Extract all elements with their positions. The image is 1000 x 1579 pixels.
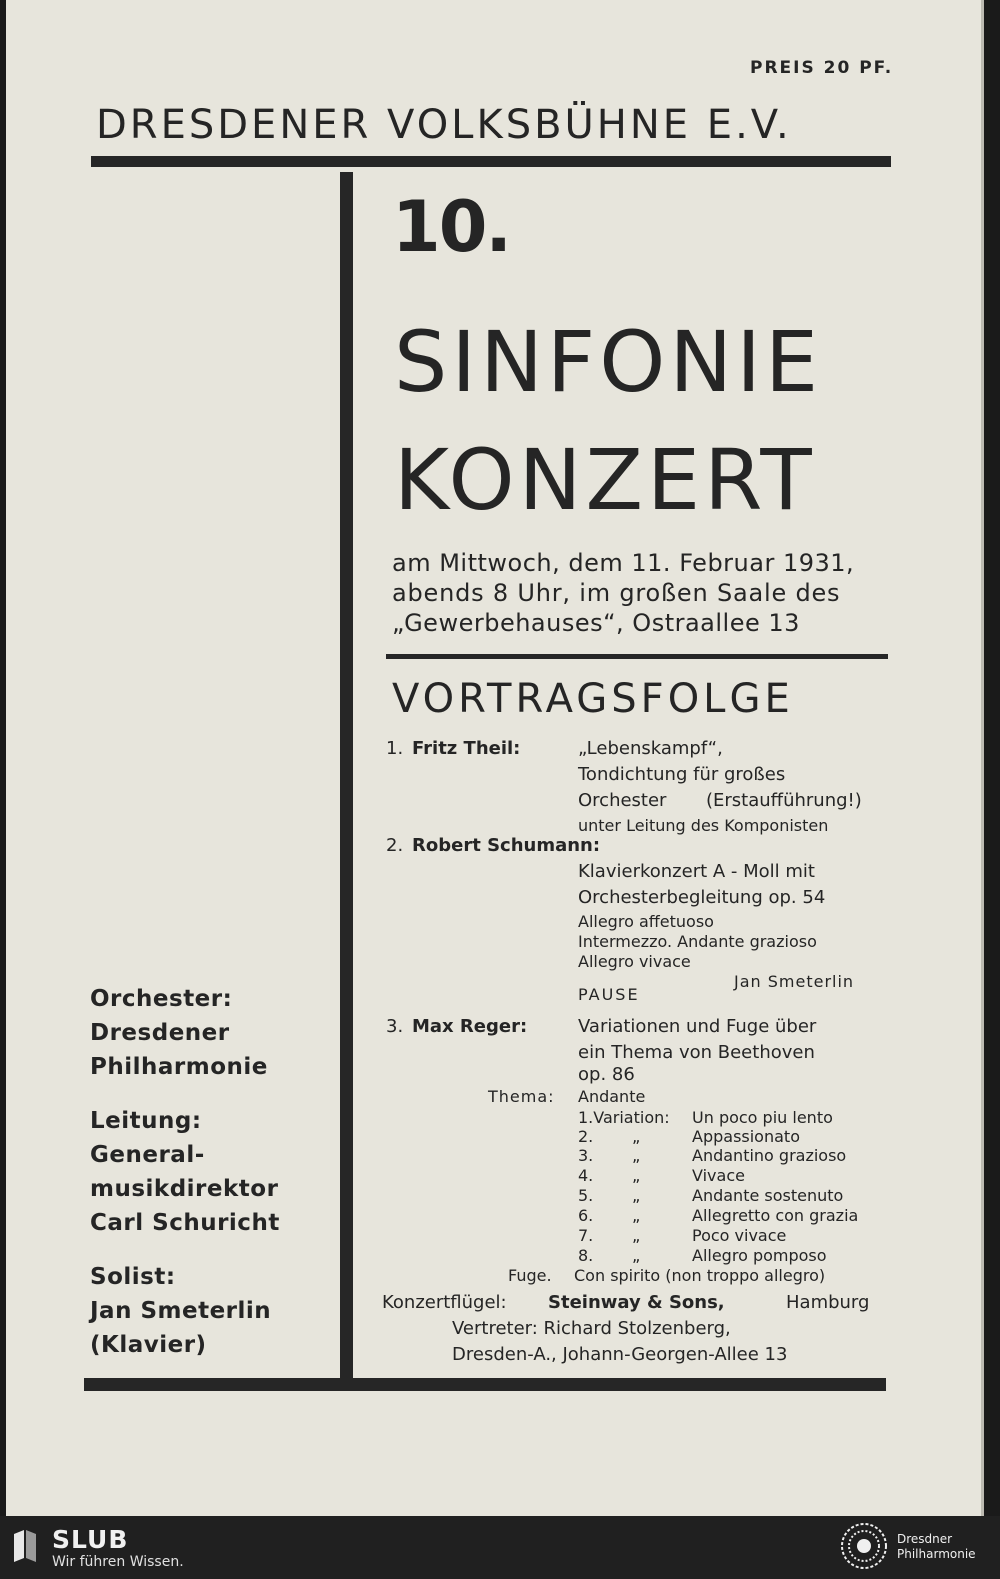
event-venue: „Gewerbehauses“, Ostraallee 13 bbox=[392, 609, 800, 637]
slub-logo-icon[interactable] bbox=[12, 1528, 38, 1562]
title-konzert: KONZERT bbox=[394, 431, 816, 529]
variation-4-tempo: Vivace bbox=[692, 1166, 745, 1185]
variation-5-ditto: „ bbox=[632, 1186, 641, 1205]
orchestra-label: Orchester: bbox=[90, 986, 233, 1012]
title-sinfonie: SINFONIE bbox=[394, 313, 823, 411]
event-time: abends 8 Uhr, im großen Saale des bbox=[392, 579, 841, 607]
program-item-2-work-line2: Orchesterbegleitung op. 54 bbox=[578, 887, 826, 908]
variation-5-tempo: Andante sostenuto bbox=[692, 1186, 844, 1205]
program-item-2-movement-1: Allegro affetuoso bbox=[578, 912, 714, 931]
program-item-3-work: Variationen und Fuge über bbox=[578, 1016, 817, 1037]
philharmonie-name-line1: Dresdner bbox=[897, 1532, 953, 1546]
variation-1-tempo: Un poco piu lento bbox=[692, 1108, 833, 1127]
variation-4-ditto: „ bbox=[632, 1166, 641, 1185]
vertical-rule bbox=[340, 172, 353, 1380]
variation-5-number: 5. bbox=[578, 1186, 594, 1205]
program-item-1-note: unter Leitung des Komponisten bbox=[578, 816, 829, 835]
top-rule bbox=[91, 156, 891, 167]
philharmonie-logo-icon[interactable] bbox=[840, 1522, 888, 1570]
program-heading: VORTRAGSFOLGE bbox=[392, 676, 794, 722]
conductor-title-line2: musikdirektor bbox=[90, 1176, 279, 1202]
variation-8-ditto: „ bbox=[632, 1246, 641, 1265]
variation-3-tempo: Andantino grazioso bbox=[692, 1146, 847, 1165]
organization-title: DRESDENER VOLKSBÜHNE E.V. bbox=[96, 102, 792, 148]
piano-brand: Steinway & Sons, bbox=[548, 1292, 725, 1313]
concert-number: 10. bbox=[392, 186, 511, 268]
conductor-label: Leitung: bbox=[90, 1108, 202, 1134]
soloist-name: Jan Smeterlin bbox=[90, 1298, 272, 1324]
soloist-label: Solist: bbox=[90, 1264, 176, 1290]
program-item-2-movement-3: Allegro vivace bbox=[578, 952, 691, 971]
piano-city: Hamburg bbox=[786, 1292, 870, 1313]
program-item-1-number: 1. bbox=[386, 738, 404, 759]
program-item-1-work-line3b: (Erstaufführung!) bbox=[706, 790, 862, 811]
slub-tagline: Wir führen Wissen. bbox=[52, 1554, 184, 1570]
variation-3-ditto: „ bbox=[632, 1146, 641, 1165]
philharmonie-name[interactable] bbox=[897, 1532, 976, 1562]
variation-2-number: 2. bbox=[578, 1127, 594, 1146]
variation-6-ditto: „ bbox=[632, 1206, 641, 1225]
variation-4-number: 4. bbox=[578, 1166, 594, 1185]
piano-label: Konzertflügel: bbox=[382, 1292, 507, 1313]
variation-7-ditto: „ bbox=[632, 1226, 641, 1245]
variation-3-number: 3. bbox=[578, 1146, 594, 1165]
program-item-1-work: „Lebenskampf“, bbox=[578, 738, 723, 759]
program-item-2-number: 2. bbox=[386, 835, 404, 856]
thema-value: Andante bbox=[578, 1087, 646, 1106]
variation-6-tempo: Allegretto con grazia bbox=[692, 1206, 859, 1225]
piano-address: Dresden-A., Johann-Georgen-Allee 13 bbox=[452, 1344, 788, 1365]
orchestra-name-line2: Philharmonie bbox=[90, 1054, 268, 1080]
variation-2-ditto: „ bbox=[632, 1127, 641, 1146]
fuge-value: Con spirito (non troppo allegro) bbox=[574, 1266, 826, 1285]
variation-2-tempo: Appassionato bbox=[692, 1127, 800, 1146]
program-item-3-work-line2: ein Thema von Beethoven bbox=[578, 1042, 815, 1063]
program-item-3-opus: op. 86 bbox=[578, 1064, 635, 1085]
piano-representative: Vertreter: Richard Stolzenberg, bbox=[452, 1318, 731, 1339]
program-item-2-work: Klavierkonzert A - Moll mit bbox=[578, 861, 815, 882]
program-item-2-movement-2: Intermezzo. Andante grazioso bbox=[578, 932, 817, 951]
orchestra-name-line1: Dresdener bbox=[90, 1020, 230, 1046]
program-item-1-work-line2: Tondichtung für großes bbox=[578, 764, 786, 785]
program-item-2-composer: Robert Schumann: bbox=[412, 835, 601, 856]
variation-7-number: 7. bbox=[578, 1226, 594, 1245]
variation-1-number: 1.Variation: bbox=[578, 1108, 670, 1127]
program-item-1-composer: Fritz Theil: bbox=[412, 738, 521, 759]
philharmonie-name-line2: Philharmonie bbox=[897, 1547, 976, 1561]
event-date: am Mittwoch, dem 11. Februar 1931, bbox=[392, 549, 855, 577]
program-item-2-soloist: Jan Smeterlin bbox=[734, 972, 855, 991]
program-item-3-number: 3. bbox=[386, 1016, 404, 1037]
program-item-1-work-line3a: Orchester bbox=[578, 790, 667, 811]
bottom-rule bbox=[84, 1378, 886, 1391]
soloist-instrument: (Klavier) bbox=[90, 1332, 207, 1358]
conductor-title-line1: General- bbox=[90, 1142, 205, 1168]
program-sheet bbox=[6, 0, 984, 1516]
slub-name[interactable]: SLUB bbox=[52, 1525, 129, 1554]
conductor-name: Carl Schuricht bbox=[90, 1210, 280, 1236]
price-label: PREIS 20 PF. bbox=[750, 58, 894, 78]
variation-6-number: 6. bbox=[578, 1206, 594, 1225]
variation-8-number: 8. bbox=[578, 1246, 594, 1265]
program-item-3-composer: Max Reger: bbox=[412, 1016, 528, 1037]
variation-8-tempo: Allegro pomposo bbox=[692, 1246, 827, 1265]
pause-label: PAUSE bbox=[578, 985, 640, 1004]
viewer-footer bbox=[0, 1516, 1000, 1579]
fuge-label: Fuge. bbox=[508, 1266, 552, 1285]
mid-rule bbox=[386, 654, 888, 659]
variation-7-tempo: Poco vivace bbox=[692, 1226, 787, 1245]
thema-label: Thema: bbox=[488, 1087, 555, 1106]
